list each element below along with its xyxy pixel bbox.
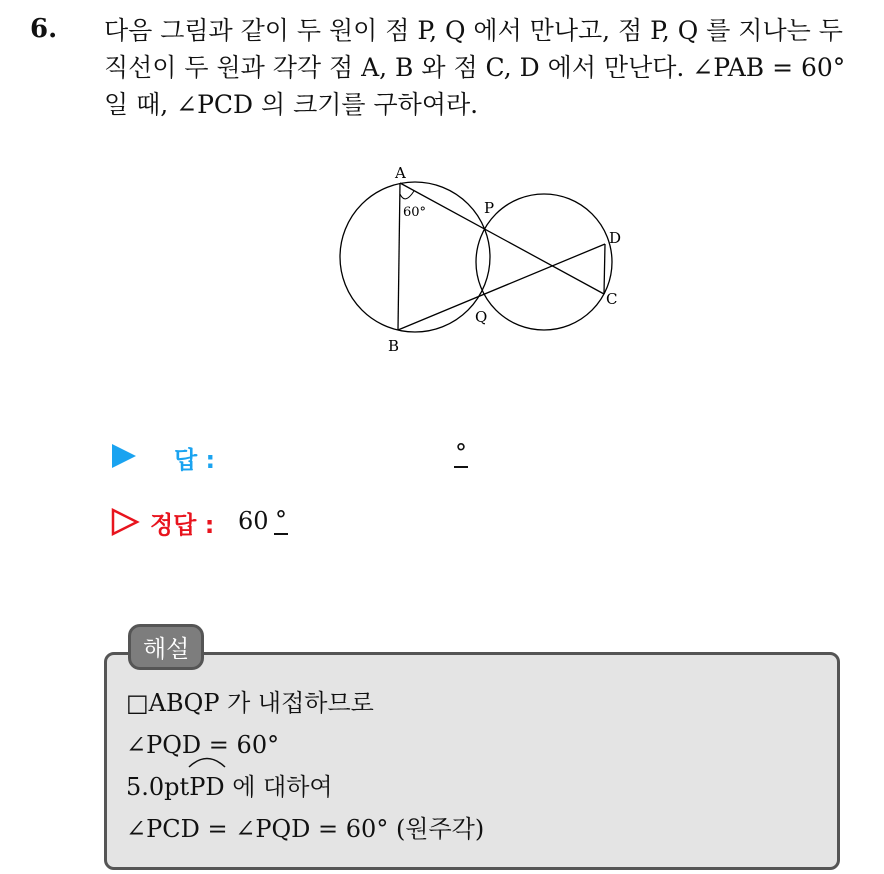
answer-label: 답 : — [174, 446, 216, 474]
question-line-3: 일 때, ∠PCD 의 크기를 구하여라. — [104, 90, 479, 119]
geometry-figure — [330, 160, 630, 360]
question-line-2: 직선이 두 원과 각각 점 A, B 와 점 C, D 에서 만난다. ∠PAB = 60° — [104, 53, 846, 82]
explanation-line-4: ∠PCD = ∠PQD = 60° (원주각) — [126, 815, 485, 843]
question-text — [104, 12, 869, 123]
correct-answer-row — [108, 505, 528, 541]
explanation-line-3-suffix: 에 대하여 — [224, 773, 333, 801]
explanation-line-1: □ABQP 가 내접하므로 — [126, 689, 374, 717]
segment-dc — [604, 244, 605, 294]
explanation-line-3 — [126, 766, 484, 808]
segment-ab — [398, 183, 400, 330]
label-p: P — [484, 199, 495, 217]
label-c: C — [606, 290, 618, 308]
outline-triangle-icon — [110, 507, 140, 537]
segment-bd — [398, 244, 605, 330]
arc-pd — [189, 766, 224, 808]
correct-answer-value: 60 — [238, 507, 269, 535]
explanation-content — [126, 682, 484, 850]
explanation-tab: 해설 — [128, 624, 204, 670]
answer-row — [108, 440, 528, 474]
play-triangle-icon — [112, 444, 136, 468]
answer-unit: ° — [455, 439, 467, 467]
question-line-1: 다음 그림과 같이 두 원이 점 P, Q 에서 만나고, 점 P, Q 를 지나는 두 — [104, 16, 843, 45]
label-q: Q — [475, 308, 488, 326]
label-d: D — [609, 229, 622, 247]
explanation-line-2: ∠PQD = 60° — [126, 731, 280, 759]
correct-answer-label: 정답 : — [150, 511, 215, 539]
angle-label: 60° — [403, 205, 427, 220]
angle-arc — [400, 191, 414, 199]
explanation-line-3-prefix: 5.0pt — [126, 773, 190, 801]
arc-pd-label: PD — [189, 773, 225, 801]
label-b: B — [388, 337, 400, 355]
label-a: A — [395, 164, 406, 182]
correct-answer-unit: ° — [275, 506, 287, 534]
question-number: 6. — [30, 14, 58, 44]
arc-mark — [187, 754, 227, 768]
segment-ac — [400, 183, 604, 294]
